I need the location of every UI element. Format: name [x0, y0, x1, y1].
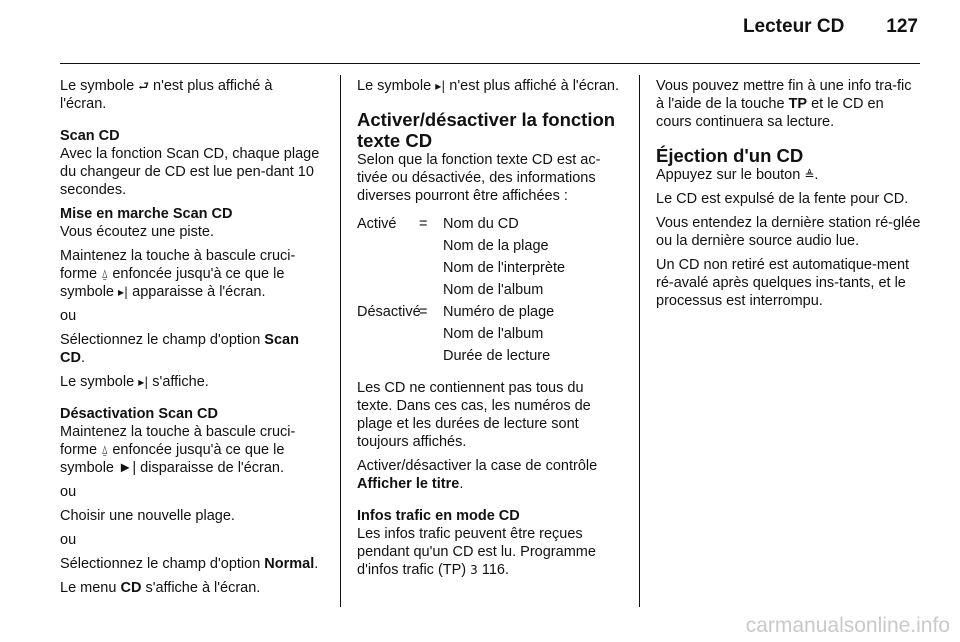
paragraph: Un CD non retiré est automatique-ment ré-avalé après quelques ins-tants, et le processus est interrompu.: [656, 257, 910, 309]
table-row: Nom de la plage: [443, 238, 549, 254]
column-divider-1: [340, 75, 341, 607]
column-3: [656, 77, 922, 316]
paragraph: Le symbole ▸| s'affiche.: [60, 374, 209, 390]
paragraph: Vous écoutez une piste.: [60, 224, 214, 240]
page-reference-icon: 3: [470, 563, 478, 577]
eject-icon: ≜: [804, 168, 815, 182]
paragraph: Choisir une nouvelle plage.: [60, 508, 235, 524]
cd-text-table: [357, 213, 619, 367]
section-heading: Désactivation Scan CD: [60, 406, 218, 422]
paragraph: Le symbole ⮐ n'est plus affiché à l'écran.: [60, 78, 273, 112]
section-heading: Scan CD: [60, 128, 120, 144]
paragraph: Activer/désactiver la case de contrôle Afficher le titre.: [357, 458, 598, 492]
paragraph: Vous pouvez mettre fin à une info tra-fic à l'aide de la touche TP et le CD en cours continuera sa lecture.: [656, 78, 912, 130]
paragraph: Maintenez la touche à bascule cruci-forme ⍙ enfoncée jusqu'à ce que le symbole ►| disparaisse de l'écran.: [60, 424, 296, 476]
rocker-up-icon: ⍙: [101, 443, 109, 457]
section-title: Activer/désactiver la fonction texte CD: [357, 109, 616, 151]
paragraph: Les CD ne contiennent pas tous du texte. Dans ces cas, les numéros de plage et les durées de lecture sont toujours affichés.: [357, 380, 591, 450]
scan-icon: ▸|: [435, 79, 446, 93]
scan-icon: ▸|: [118, 285, 129, 299]
scan-icon: ▸|: [138, 375, 149, 389]
column-1: [60, 77, 322, 603]
paragraph: Avec la fonction Scan CD, chaque plage du changeur de CD est lue pen-dant 10 secondes.: [60, 146, 320, 198]
repeat-icon: ⮐: [138, 79, 149, 93]
paragraph: Appuyez sur le bouton ≜.: [656, 167, 819, 183]
table-row: Nom de l'interprète: [443, 260, 566, 276]
page-number: 127: [886, 16, 918, 37]
scan-icon: ►|: [118, 460, 137, 476]
column-2: [357, 77, 619, 585]
paragraph: Maintenez la touche à bascule cruci-forme ⍙ enfoncée jusqu'à ce que le symbole ▸| apparaisse à l'écran.: [60, 248, 296, 300]
paragraph: Sélectionnez le champ d'option Normal.: [60, 556, 319, 572]
paragraph: Vous entendez la dernière station ré-glée ou la dernière source audio lue.: [656, 215, 921, 249]
table-row: Nom de l'album: [443, 282, 544, 298]
paragraph: Les infos trafic peuvent être reçues pendant qu'un CD est lu. Programme d'infos trafic (TP) 3 116.: [357, 526, 596, 578]
paragraph: Le menu CD s'affiche à l'écran.: [60, 580, 261, 596]
watermark: carmanualsonline.info: [745, 614, 950, 637]
page-title: Lecteur CD: [742, 16, 845, 37]
section-heading: Infos trafic en mode CD: [357, 508, 520, 524]
paragraph: Le symbole ▸| n'est plus affiché à l'écran.: [357, 78, 619, 94]
header-rule: [60, 63, 920, 64]
table-row: Durée de lecture: [443, 348, 551, 364]
paragraph: ou: [60, 532, 77, 548]
paragraph: Le CD est expulsé de la fente pour CD.: [656, 191, 909, 207]
paragraph: ou: [60, 484, 77, 500]
paragraph: Selon que la fonction texte CD est ac-tivée ou désactivée, des informations diverses pourront être affichées :: [357, 152, 601, 204]
rocker-up-icon: ⍙: [101, 267, 109, 281]
table-row: Activé = Nom du CD: [357, 216, 519, 232]
column-divider-2: [639, 75, 640, 607]
section-heading: Mise en marche Scan CD: [60, 206, 233, 222]
page-header: [743, 16, 918, 38]
table-row: Nom de l'album: [443, 326, 544, 342]
table-row: Désactivé = Numéro de plage: [357, 304, 555, 320]
section-title: Éjection d'un CD: [656, 145, 804, 166]
paragraph: Sélectionnez le champ d'option Scan CD.: [60, 332, 299, 366]
paragraph: ou: [60, 308, 77, 324]
